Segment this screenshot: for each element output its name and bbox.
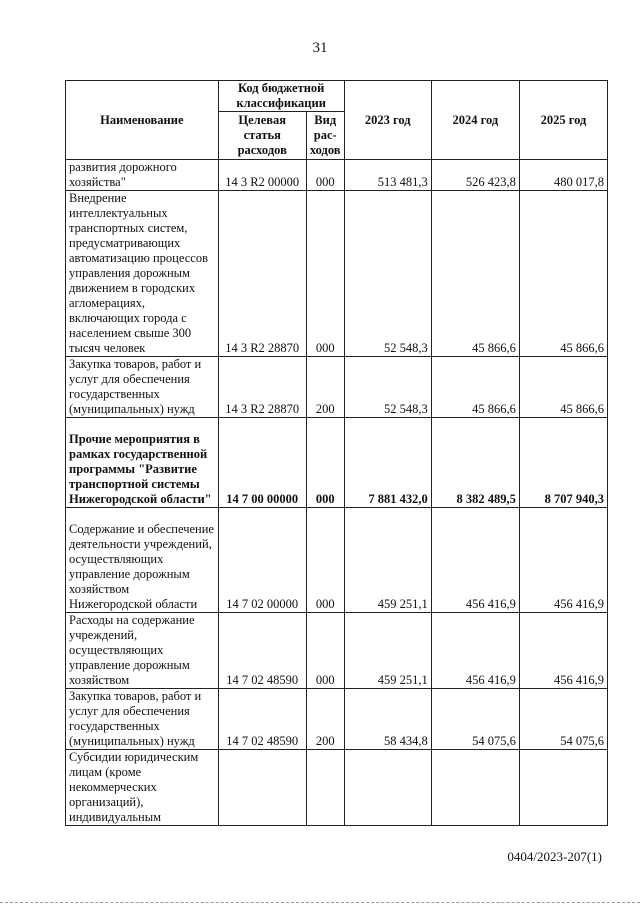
row-expense-type: 000 xyxy=(306,191,344,357)
row-name: Внедрение интеллектуальных транспортных систем, предусматривающих автоматизацию процессов управления дорожным движением в городских агломерациях, включающих города с населением свыше 300 тысяч человек xyxy=(66,191,219,357)
table-row xyxy=(66,689,608,750)
row-amount-2025: 45 866,6 xyxy=(519,357,607,418)
header-name: Наименование xyxy=(66,81,219,160)
row-expense-type: 000 xyxy=(306,160,344,191)
row-amount-2024: 456 416,9 xyxy=(431,508,519,613)
header-expense-type: Вид рас-ходов xyxy=(306,112,344,160)
row-amount-2023: 459 251,1 xyxy=(344,613,431,689)
table-row xyxy=(66,418,608,508)
row-amount-2025: 456 416,9 xyxy=(519,613,607,689)
row-name: Субсидии юридическим лицам (кроме некоммерческих организаций), индивидуальным xyxy=(66,750,219,826)
row-target-article: 14 3 R2 28870 xyxy=(218,191,306,357)
table-row xyxy=(66,613,608,689)
row-amount-2024: 45 866,6 xyxy=(431,357,519,418)
row-target-article: 14 7 00 00000 xyxy=(218,418,306,508)
row-amount-2023: 58 434,8 xyxy=(344,689,431,750)
header-code-group: Код бюджетной классификации xyxy=(218,81,344,112)
row-amount-2023: 52 548,3 xyxy=(344,191,431,357)
header-2023: 2023 год xyxy=(344,81,431,160)
row-amount-2025 xyxy=(519,750,607,826)
row-target-article: 14 3 R2 00000 xyxy=(218,160,306,191)
header-2025: 2025 год xyxy=(519,81,607,160)
row-name: Закупка товаров, работ и услуг для обеспечения государственных (муниципальных) нужд xyxy=(66,689,219,750)
table-header xyxy=(66,81,608,160)
page-number: 31 xyxy=(312,40,328,56)
header-2024: 2024 год xyxy=(431,81,519,160)
table-row xyxy=(66,508,608,613)
row-amount-2025: 8 707 940,3 xyxy=(519,418,607,508)
row-target-article: 14 7 02 48590 xyxy=(218,689,306,750)
row-amount-2024: 456 416,9 xyxy=(431,613,519,689)
row-name: Прочие мероприятия в рамках государственной программы "Развитие транспортной системы Нижегородской области" xyxy=(66,418,219,508)
row-amount-2025: 54 075,6 xyxy=(519,689,607,750)
row-amount-2023: 7 881 432,0 xyxy=(344,418,431,508)
table-body xyxy=(66,160,608,826)
table-row xyxy=(66,191,608,357)
row-expense-type: 200 xyxy=(306,689,344,750)
budget-table xyxy=(65,80,608,826)
row-name: развития дорожного хозяйства" xyxy=(66,160,219,191)
table-row xyxy=(66,750,608,826)
row-amount-2025: 456 416,9 xyxy=(519,508,607,613)
row-amount-2023: 52 548,3 xyxy=(344,357,431,418)
row-amount-2024: 54 075,6 xyxy=(431,689,519,750)
row-amount-2025: 45 866,6 xyxy=(519,191,607,357)
row-target-article: 14 7 02 00000 xyxy=(218,508,306,613)
row-amount-2024: 526 423,8 xyxy=(431,160,519,191)
table-row xyxy=(66,160,608,191)
row-target-article xyxy=(218,750,306,826)
row-amount-2024: 45 866,6 xyxy=(431,191,519,357)
row-expense-type: 000 xyxy=(306,418,344,508)
row-amount-2023: 459 251,1 xyxy=(344,508,431,613)
row-amount-2024 xyxy=(431,750,519,826)
scan-edge xyxy=(0,902,640,903)
row-expense-type xyxy=(306,750,344,826)
row-target-article: 14 3 R2 28870 xyxy=(218,357,306,418)
row-name: Закупка товаров, работ и услуг для обеспечения государственных (муниципальных) нужд xyxy=(66,357,219,418)
row-amount-2023: 513 481,3 xyxy=(344,160,431,191)
row-target-article: 14 7 02 48590 xyxy=(218,613,306,689)
row-name: Содержание и обеспечение деятельности учреждений, осуществляющих управление дорожным хозяйством Нижегородской области xyxy=(66,508,219,613)
document-id: 0404/2023-207(1) xyxy=(507,849,602,864)
row-expense-type: 000 xyxy=(306,613,344,689)
row-amount-2023 xyxy=(344,750,431,826)
row-amount-2025: 480 017,8 xyxy=(519,160,607,191)
row-expense-type: 000 xyxy=(306,508,344,613)
row-name: Расходы на содержание учреждений, осуществляющих управление дорожным хозяйством xyxy=(66,613,219,689)
table-row xyxy=(66,357,608,418)
row-expense-type: 200 xyxy=(306,357,344,418)
header-target-article: Целевая статья расходов xyxy=(218,112,306,160)
row-amount-2024: 8 382 489,5 xyxy=(431,418,519,508)
